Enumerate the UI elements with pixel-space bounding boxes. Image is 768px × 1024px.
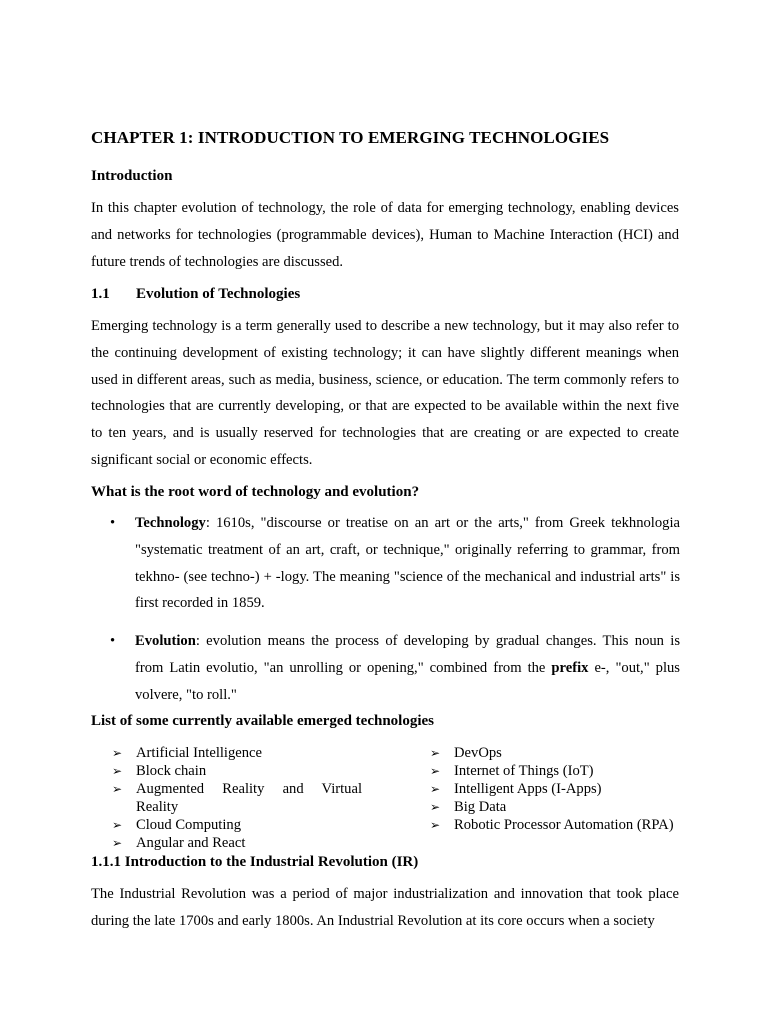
section-title: Evolution of Technologies xyxy=(136,286,301,302)
emerged-technologies-heading: List of some currently available emerged technologies xyxy=(91,713,434,729)
section-1-1-heading xyxy=(91,286,300,303)
arrow-bullet-icon: ➢ xyxy=(430,764,441,778)
list-item: ➢ Big Data xyxy=(430,799,507,815)
definition-evolution-part-2: e-, "out," plus volvere, "to roll." xyxy=(135,659,680,703)
definition-evolution-part-1: : evolution means the process of developing by gradual changes. This noun is from Latin evolutio, "an unrolling or opening," combined from the xyxy=(135,633,680,676)
arrow-bullet-icon: ➢ xyxy=(112,746,123,760)
list-item: ➢ Block chain xyxy=(112,763,207,779)
arrow-bullet-icon: ➢ xyxy=(112,818,123,832)
list-item: ➢ Cloud Computing xyxy=(112,817,242,833)
intro-paragraph: In this chapter evolution of technology, the role of data for emerging technology, enabling devices and networks for technologies (programmable devices), Human to Machine Interaction (HCI) and future trends of technologies are discussed. xyxy=(91,200,679,270)
prefix-word: prefix xyxy=(551,659,589,676)
emerged-technologies-right-column xyxy=(428,744,678,834)
bullet-icon: • xyxy=(110,515,116,531)
list-item-evolution xyxy=(110,628,680,708)
list-item: ➢ Angular and React xyxy=(112,835,246,851)
list-item: ➢ Intelligent Apps (I-Apps) xyxy=(430,781,602,797)
root-word-heading: What is the root word of technology and evolution? xyxy=(91,484,420,500)
section-1-1-1-heading: 1.1.1 Introduction to the Industrial Revolution (IR) xyxy=(91,854,419,870)
arrow-bullet-icon: ➢ xyxy=(430,800,441,814)
root-word-list xyxy=(110,510,680,709)
list-item: ➢ DevOps xyxy=(430,745,502,761)
bullet-icon: • xyxy=(110,633,116,650)
definition-technology: : 1610s, "discourse or treatise on an art or the arts," from Greek tekhnologia "systematic treatment of an art, craft, or technique," originally referring to grammar, from tekhno- (see techno-) + -logy. The meaning "science of the mechanical and industrial arts" is first recorded in 1859. xyxy=(135,515,680,612)
arrow-bullet-icon: ➢ xyxy=(430,818,441,832)
arrow-bullet-icon: ➢ xyxy=(430,746,441,760)
industrial-revolution-paragraph: The Industrial Revolution was a period of major industrialization and innovation that took place during the late 1700s and early 1800s. An Industrial Revolution at its core occurs when a society xyxy=(91,886,679,929)
section-number: 1.1 xyxy=(91,286,110,302)
arrow-bullet-icon: ➢ xyxy=(112,782,123,796)
arrow-bullet-icon: ➢ xyxy=(430,782,441,796)
chapter-title: CHAPTER 1: INTRODUCTION TO EMERGING TECHNOLOGIES xyxy=(91,128,610,147)
emerged-technologies-left-column xyxy=(110,744,362,852)
list-item-technology xyxy=(110,510,680,617)
arrow-bullet-icon: ➢ xyxy=(112,764,123,778)
intro-heading: Introduction xyxy=(91,168,173,184)
term-evolution: Evolution xyxy=(135,633,196,650)
evolution-paragraph: Emerging technology is a term generally used to describe a new technology, but it may also refer to the continuing development of existing technology; it can have slightly different meanings when used in different areas, such as media, business, science, or education. The term commonly refers to technologies that are currently developing, or that are expected to be available within the next five to ten years, and is usually reserved for technologies that are creating or are expected to create significant social or economic effects. xyxy=(91,318,679,468)
list-item: ➢ Internet of Things (IoT) xyxy=(430,763,594,779)
list-item: ➢ Augmented Reality and Virtual Reality xyxy=(112,781,362,815)
term-technology: Technology xyxy=(135,515,206,531)
list-item: ➢ Robotic Processor Automation (RPA) xyxy=(430,817,674,833)
arrow-bullet-icon: ➢ xyxy=(112,836,123,850)
list-item: ➢ Artificial Intelligence xyxy=(112,745,263,761)
